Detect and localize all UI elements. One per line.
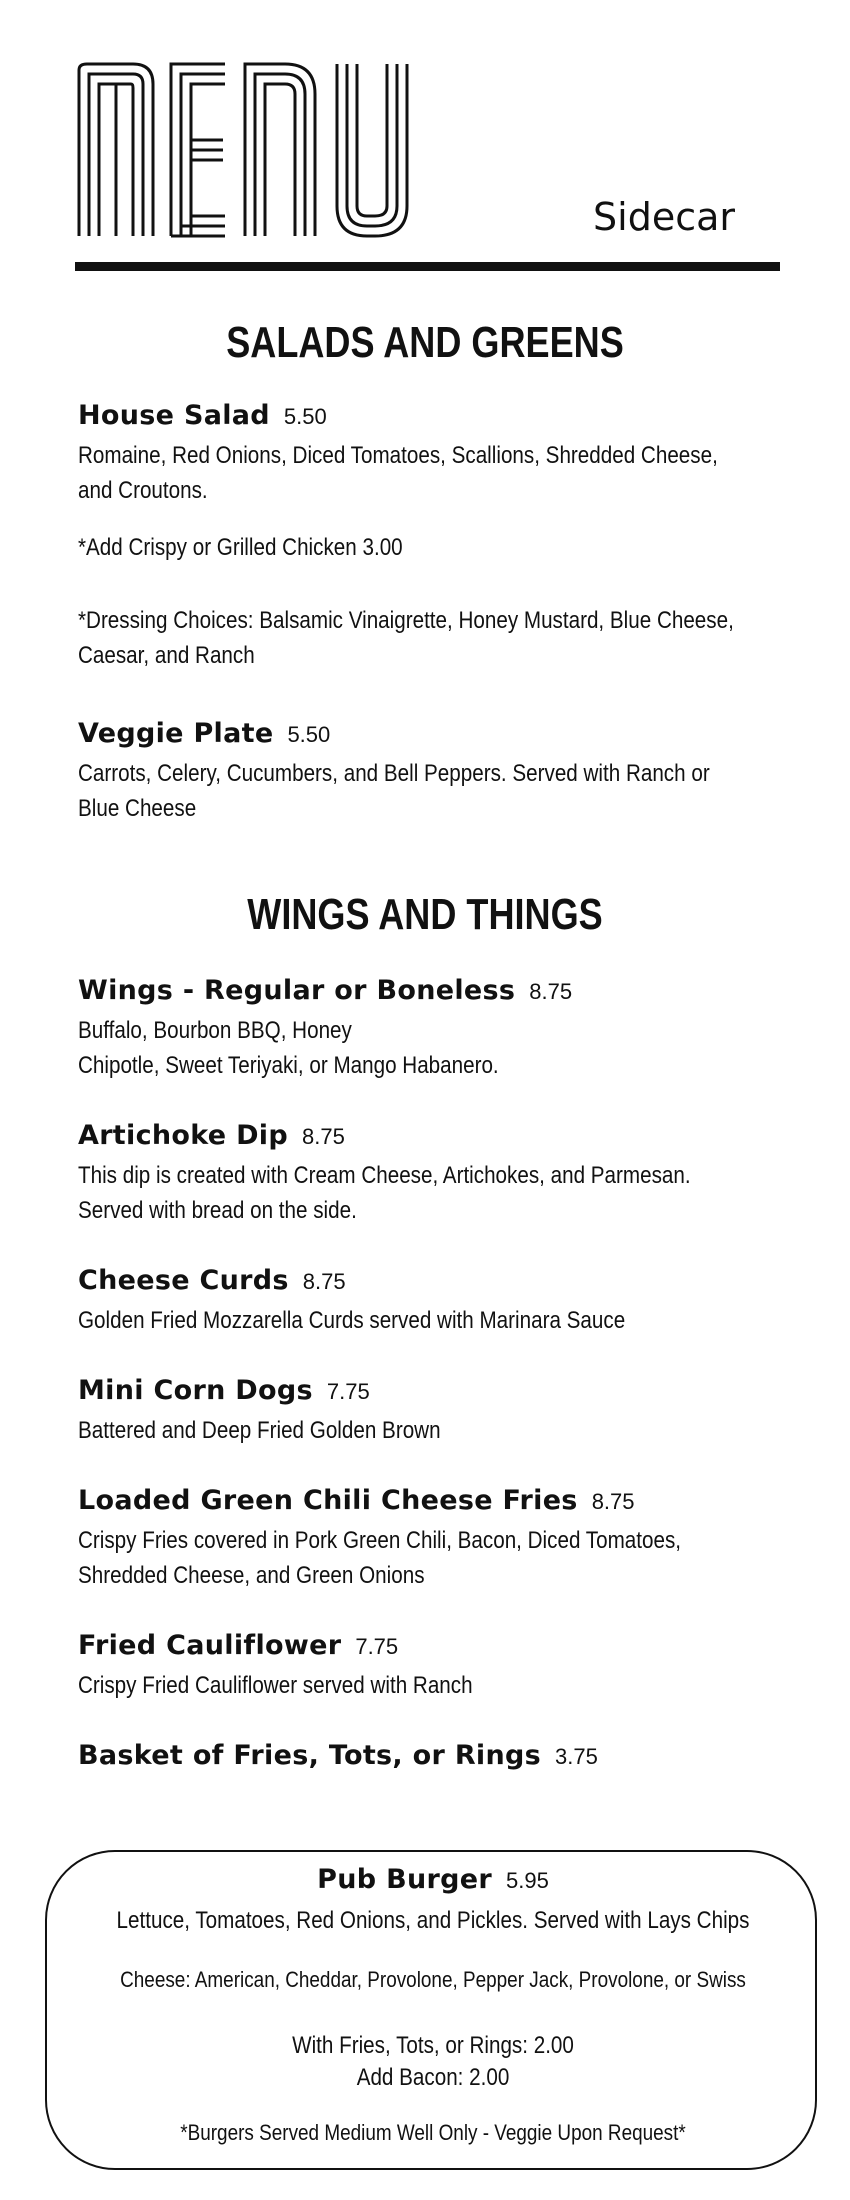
- menu-item-house-salad: [78, 400, 798, 508]
- item-description: Buffalo, Bourbon BBQ, Honey: [78, 1017, 352, 1044]
- menu-item-green-chili-fries: [78, 1485, 798, 1593]
- menu-title-text: [75, 60, 78, 61]
- item-description: Golden Fried Mozzarella Curds served with Marinara Sauce: [78, 1307, 626, 1334]
- item-price: 5.50: [287, 722, 331, 747]
- section-title-wings: WINGS AND THINGS: [247, 890, 603, 939]
- item-name: Basket of Fries, Tots, or Rings: [78, 1740, 541, 1771]
- location-name: Sidecar: [593, 195, 735, 239]
- item-description: Crispy Fried Cauliflower served with Ranch: [78, 1672, 473, 1699]
- menu-item-mini-corn-dogs: [78, 1375, 798, 1448]
- menu-item-wings: [78, 975, 798, 1083]
- item-price: 7.75: [355, 1634, 399, 1659]
- menu-header: [75, 60, 780, 270]
- burger-description: Lettuce, Tomatoes, Red Onions, and Pickles. Served with Lays Chips: [116, 1907, 750, 1934]
- item-description: Blue Cheese: [78, 795, 197, 822]
- burger-cheese-options: Cheese: American, Cheddar, Provolone, Pepper Jack, Provolone, or Swiss: [120, 1967, 746, 1992]
- section-title-salads: SALADS AND GREENS: [226, 318, 624, 367]
- salad-note-dressing-cont: Caesar, and Ranch: [78, 642, 255, 669]
- item-description: Served with bread on the side.: [78, 1197, 357, 1224]
- burger-footnote: *Burgers Served Medium Well Only - Veggie Upon Request*: [180, 2120, 686, 2145]
- salad-note-dressing: *Dressing Choices: Balsamic Vinaigrette, Honey Mustard, Blue Cheese,: [78, 607, 734, 634]
- item-price: 3.75: [555, 1744, 598, 1769]
- burger-price: 5.95: [505, 1868, 549, 1893]
- item-name: Cheese Curds: [78, 1265, 289, 1296]
- menu-item-artichoke-dip: [78, 1120, 798, 1228]
- item-price: 5.50: [283, 404, 327, 429]
- item-name: Veggie Plate: [78, 718, 274, 749]
- item-description: Crispy Fries covered in Pork Green Chili, Bacon, Diced Tomatoes,: [78, 1527, 682, 1554]
- item-name: Mini Corn Dogs: [78, 1375, 313, 1406]
- item-description: Battered and Deep Fried Golden Brown: [78, 1417, 441, 1444]
- menu-item-veggie-plate: [78, 718, 798, 826]
- burger-title-line: [47, 1864, 819, 1895]
- item-name: Fried Cauliflower: [78, 1630, 342, 1661]
- item-description: Chipotle, Sweet Teriyaki, or Mango Habanero.: [78, 1052, 499, 1079]
- salad-note-chicken: *Add Crispy or Grilled Chicken 3.00: [78, 534, 403, 561]
- burger-box: [45, 1850, 817, 2170]
- item-description: This dip is created with Cream Cheese, Artichokes, and Parmesan.: [78, 1162, 691, 1189]
- item-description: Shredded Cheese, and Green Onions: [78, 1562, 425, 1589]
- item-description: and Croutons.: [78, 477, 208, 504]
- burger-bacon-price: Add Bacon: 2.00: [356, 2064, 510, 2091]
- item-price: 8.75: [302, 1124, 345, 1149]
- item-description: Carrots, Celery, Cucumbers, and Bell Peppers. Served with Ranch or: [78, 760, 710, 787]
- burger-sides-price: With Fries, Tots, or Rings: 2.00: [292, 2032, 574, 2059]
- item-price: 8.75: [302, 1269, 346, 1294]
- item-price: 7.75: [326, 1379, 370, 1404]
- menu-item-basket: [78, 1740, 798, 1778]
- menu-item-cheese-curds: [78, 1265, 798, 1338]
- item-name: Artichoke Dip: [78, 1120, 288, 1151]
- burger-name: Pub Burger: [317, 1864, 492, 1895]
- menu-title: [75, 60, 475, 240]
- item-name: Wings - Regular or Boneless: [78, 975, 516, 1006]
- item-price: 8.75: [529, 979, 573, 1004]
- item-name: House Salad: [78, 400, 270, 431]
- item-description: Romaine, Red Onions, Diced Tomatoes, Scallions, Shredded Cheese,: [78, 442, 718, 469]
- menu-item-fried-cauliflower: [78, 1630, 798, 1703]
- item-name: Loaded Green Chili Cheese Fries: [78, 1485, 578, 1516]
- header-divider: [75, 262, 780, 271]
- item-price: 8.75: [591, 1489, 635, 1514]
